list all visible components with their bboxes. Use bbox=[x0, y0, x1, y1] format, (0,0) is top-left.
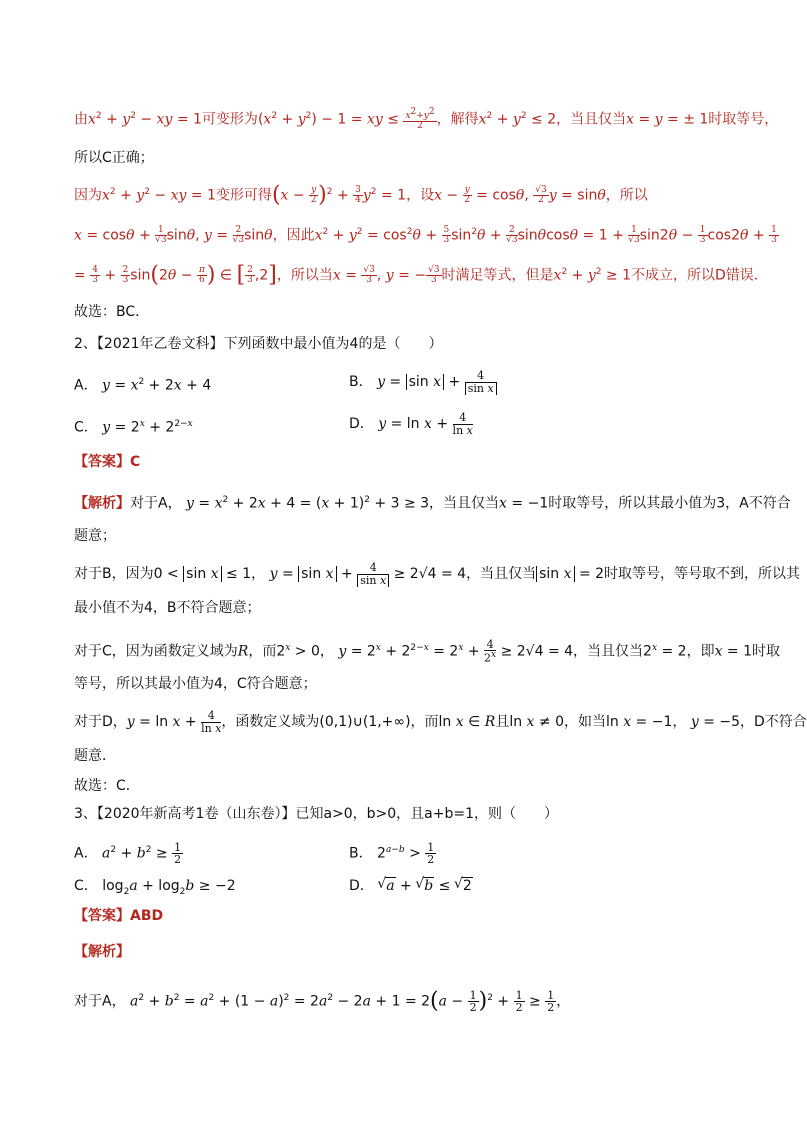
solution-line-3: 因为$x^2 + y^2$ − xy = 1变形可得(x − $\frac{y}{2}$ )$^2$ + $\frac{3}{4}$ $y^2 = 1$，设x − $\frac{y}{2}$ = cosθ, $\frac{√3}{2}$ y = sinθ，所以 bbox=[74, 182, 648, 208]
solution-line-1: 由$x^2 + y^2$ − xy = 1可变形为$(x^2 + y^2) - 1$ = xy ≤ $\frac{x^2+y^2}{2}$ ，解得$x^2 + y^2 \le 2$，当且仅当x = y = ± 1时取等号， bbox=[74, 106, 779, 132]
q2-solution-c-2: 等号，所以其最小值为4，C符合题意； bbox=[74, 676, 317, 692]
q2-option-d: D． y = ln x + $\frac{4}{\text{ln x}}$ bbox=[349, 411, 473, 437]
q2-answer: 【答案】C bbox=[74, 454, 141, 470]
solution-line-2: 所以C正确； bbox=[74, 150, 154, 166]
q2-option-c: C． $y = 2^x + 2^{2-x}$ bbox=[74, 419, 193, 436]
question-3-stem: 3、【2020年新高考1卷（山东卷）】已知a>0，b>0，且a+b=1，则（ ） bbox=[74, 806, 559, 822]
q3-option-c: C． $\log_2a + \log_2b \ge -2$ bbox=[74, 878, 236, 897]
q2-solution-d-2: 题意． bbox=[74, 748, 116, 764]
q2-option-b: B． y = sin x + $\frac{4}{\text{sin x}}$ bbox=[349, 370, 497, 394]
solution-line-4: x = cosθ + $\frac{1}{√3}$ sinθ, y = $\frac{2}{√3}$ sinθ，因此$x^2 + y^2 = \cos^2\theta$ + $\frac{5}{3}$ $\sin^2\theta$ + $\frac{2}{√3}$ sinθcosθ = 1 + $\frac{1}{√3}$ sin2θ − $\frac{1}{3}$ cos2θ + $\frac{1}{3}$ bbox=[74, 224, 777, 246]
q2-option-a: A． $y = x^2 + 2x + 4$ bbox=[74, 377, 212, 394]
q3-solution-a: 对于A， $a^2 + b^2 = a^2 + (1 - a)^2 = 2a^2 - 2a + 1 = 2(a$ − $\frac{1}{2}$ )$^2$ + $\frac{1}{2}$ ≥ $\frac{1}{2}$ ， bbox=[74, 988, 571, 1015]
q3-option-b: B． $2^{a-b}$ > $\frac{1}{2}$ bbox=[349, 840, 435, 867]
q2-solution-d: 对于D，y = ln x + $\frac{4}{\text{ln x}}$ ，函数定义域为(0,1)∪(1,+∞)，而ln x ∈ R且ln x ≠ 0，如当ln x = −1， y = −5，D不符合 bbox=[74, 709, 807, 735]
solution-line-6: 故选：BC． bbox=[74, 304, 150, 320]
q2-solution-b-2: 最小值不为4，B不符合题意； bbox=[74, 600, 261, 616]
q2-solution-c: 对于C，因为函数定义域为R，而$2^x > 0$， $y = 2^x + 2^{2-x} = 2^x$ + $\frac{4}{2^x}$ ≥ 2√4 = 4，当且仅当$2^x = 2$，即x = 1时取 bbox=[74, 637, 781, 665]
q2-solution-a: 【解析】对于A， $y = x^2 + 2x + 4 = (x + 1)^2 + 3 \ge 3$，当且仅当x = −1时取等号，所以其最小值为3，A不符合 bbox=[74, 495, 791, 512]
question-2-stem: 2、【2021年乙卷文科】下列函数中最小值为4的是（ ） bbox=[74, 336, 443, 352]
q3-option-a: A． $a^2 + b^2$ ≥ $\frac{1}{2}$ bbox=[74, 840, 182, 867]
q3-option-d: D． √ a + √ b ≤ √ 2 bbox=[349, 876, 473, 896]
q3-solution-label: 【解析】 bbox=[74, 944, 130, 960]
solution-line-5: = $\frac{4}{3}$ + $\frac{2}{3}$ sin(2θ − $\frac{\pi}{6}$ ) ∈ [ $\frac{2}{3}$ ,2]，所以当x = $\frac{√3}{3}$ , y = − $\frac{√3}{3}$ 时满足等式，但是$x^2 + y^2 \ge 1$不成立，所以D错误． bbox=[74, 262, 768, 288]
q2-choose: 故选：C． bbox=[74, 778, 140, 794]
q2-solution-a-2: 题意； bbox=[74, 528, 116, 544]
q2-solution-b: 对于B，因为0 < sin x ≤ 1， y = sin x + $\frac{4}{\text{sin x}}$ ≥ 2√4 = 4，当且仅当 sin x = 2时取等号，等号取不到，所以其 bbox=[74, 561, 801, 587]
q3-answer: 【答案】ABD bbox=[74, 908, 164, 924]
